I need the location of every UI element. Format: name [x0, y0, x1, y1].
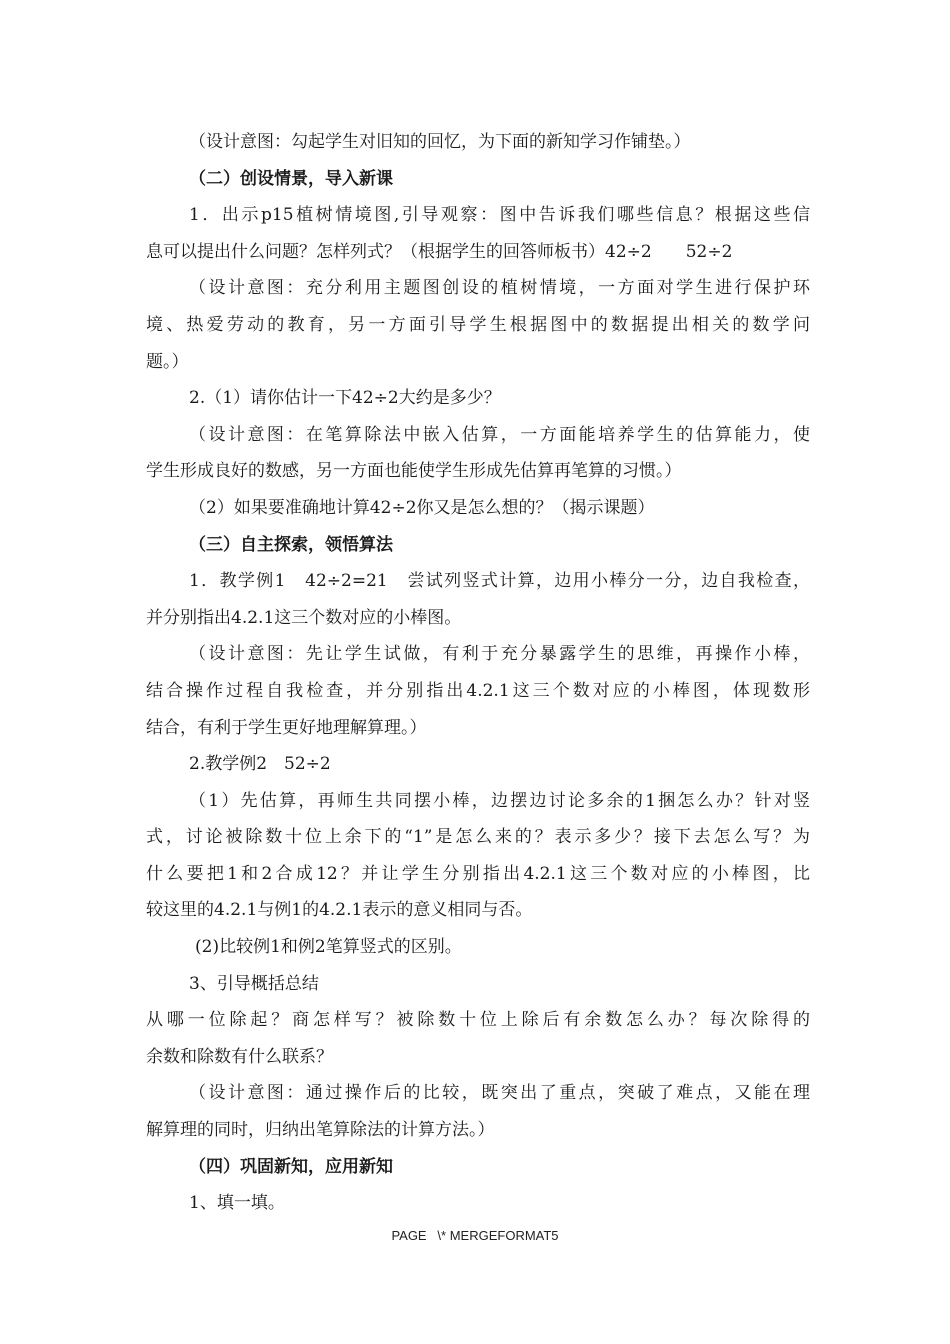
- text-line: 息可以提出什么问题？怎样列式？（根据学生的回答师板书）42÷2 52÷2: [146, 241, 733, 262]
- section-heading: （二）创设情景，导入新课: [189, 168, 393, 189]
- text-line: 较这里的4.2.1与例1的4.2.1表示的意义相同与否。: [146, 900, 533, 921]
- text-line: 2.（1）请你估计一下42÷2大约是多少？: [189, 388, 501, 409]
- text-line: （设计意图：先让学生试做，有利于充分暴露学生的思维，再操作小棒，: [189, 644, 810, 665]
- text-line: 式，讨论被除数十位上余下的“1”是怎么来的？表示多少？接下去怎么写？为: [146, 827, 810, 848]
- text-line: (2)比较例1和例2笔算竖式的区别。: [195, 937, 462, 958]
- document-body: [146, 124, 810, 1222]
- text-line: 1．教学例1 42÷2=21 尝试列竖式计算，边用小棒分一分，边自我检查，: [189, 571, 810, 592]
- section-heading: （三）自主探索，领悟算法: [189, 534, 393, 555]
- text-line: （设计意图：勾起学生对旧知的回忆，为下面的新知学习作铺垫。）: [189, 132, 691, 152]
- text-line: 什么要把1和2合成12？并让学生分别指出4.2.1这三个数对应的小棒图，比: [146, 863, 810, 884]
- text-line: 1、填一填。: [189, 1193, 285, 1214]
- text-line: （设计意图：通过操作后的比较，既突出了重点，突破了难点，又能在理: [189, 1083, 810, 1104]
- section-heading: （四）巩固新知，应用新知: [189, 1156, 393, 1177]
- text-line: （设计意图：在笔算除法中嵌入估算，一方面能培养学生的估算能力，使: [189, 424, 810, 445]
- text-line: 结合操作过程自我检查，并分别指出4.2.1这三个数对应的小棒图，体现数形: [146, 680, 810, 701]
- text-line: 余数和除数有什么联系？: [146, 1046, 333, 1067]
- text-line: 2.教学例2 52÷2: [189, 754, 331, 775]
- text-line: 并分别指出4.2.1这三个数对应的小棒图。: [146, 607, 462, 628]
- text-line: （1）先估算，再师生共同摆小棒，边摆边讨论多余的1捆怎么办？针对竖: [189, 790, 810, 811]
- text-line: 题。）: [146, 351, 189, 372]
- page-footer: PAGE \* MERGEFORMAT5: [391, 1228, 559, 1243]
- text-line: 3、引导概括总结: [189, 973, 319, 994]
- text-line: 从哪一位除起？商怎样写？被除数十位上除后有余数怎么办？每次除得的: [146, 1010, 810, 1031]
- text-line: 学生形成良好的数感，另一方面也能使学生形成先估算再笔算的习惯。）: [146, 461, 682, 482]
- text-line: （设计意图：充分利用主题图创设的植树情境，一方面对学生进行保护环: [189, 278, 810, 299]
- text-line: 解算理的同时，归纳出笔算除法的计算方法。）: [146, 1120, 495, 1141]
- text-line: （2）如果要准确地计算42÷2你又是怎么想的？（揭示课题）: [189, 497, 655, 518]
- text-line: 1．出示p15植树情境图,引导观察：图中告诉我们哪些信息？根据这些信: [189, 205, 810, 226]
- text-line: 境、热爱劳动的教育，另一方面引导学生根据图中的数据提出相关的数学问: [146, 314, 810, 335]
- text-line: 结合，有利于学生更好地理解算理。）: [146, 717, 427, 738]
